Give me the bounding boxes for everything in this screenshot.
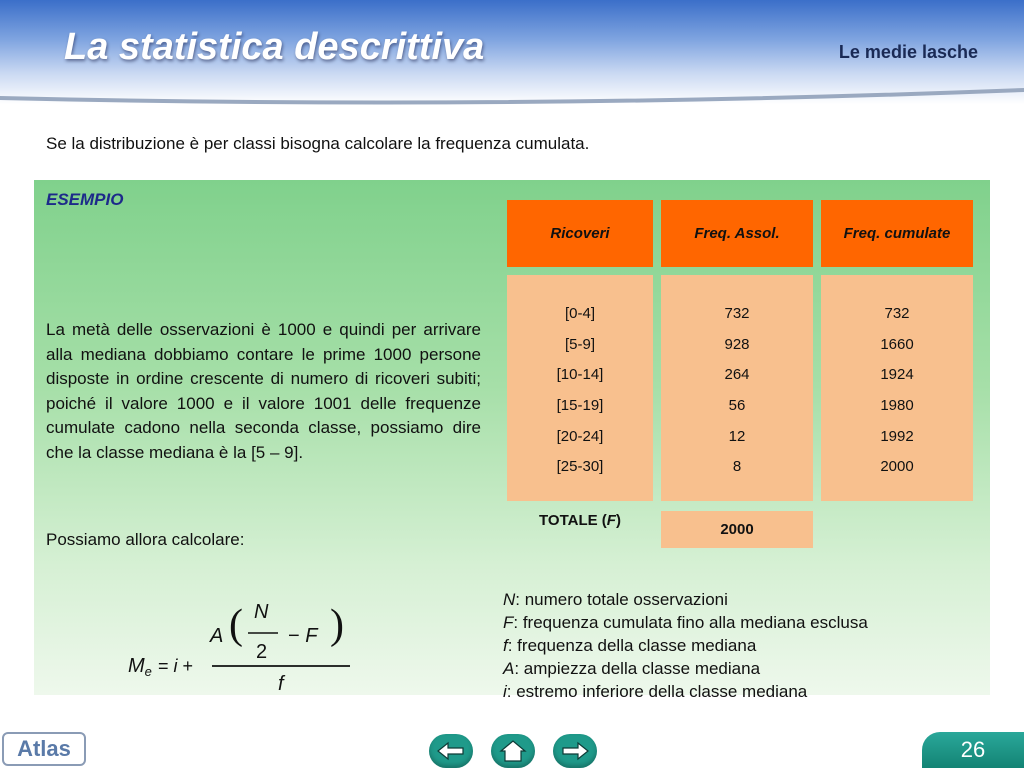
legend-text: : ampiezza della classe mediana bbox=[514, 659, 761, 678]
forward-arrow-icon bbox=[560, 741, 590, 761]
formula-eq: = i + bbox=[158, 656, 194, 676]
table-header-freq-cumulate: Freq. cumulate bbox=[821, 200, 973, 267]
legend-text: : frequenza della classe mediana bbox=[507, 636, 757, 655]
formula-sub-e: e bbox=[144, 664, 152, 679]
formula-n: N bbox=[254, 601, 269, 623]
example-label: ESEMPIO bbox=[46, 190, 124, 209]
page-number: 26 bbox=[960, 737, 986, 762]
legend-item bbox=[503, 657, 868, 680]
table-header-freq-assol: Freq. Assol. bbox=[661, 200, 813, 267]
formula-legend bbox=[503, 588, 868, 703]
page-number-badge bbox=[922, 732, 1024, 768]
formula-f: f bbox=[278, 673, 284, 695]
table-column-classes bbox=[507, 275, 653, 501]
legend-item bbox=[503, 611, 868, 634]
table-cell: 2000 bbox=[880, 458, 914, 476]
table-cell: 56 bbox=[728, 397, 746, 415]
section-title: Le medie lasche bbox=[838, 42, 978, 62]
formula-a: A bbox=[210, 625, 224, 647]
total-label-close: ) bbox=[615, 512, 621, 529]
atlas-logo bbox=[2, 732, 86, 766]
table-cell: 732 bbox=[724, 305, 750, 322]
legend-text: : numero totale osservazioni bbox=[515, 590, 728, 609]
table-cell: 12 bbox=[728, 427, 746, 445]
legend-symbol: F bbox=[503, 613, 514, 632]
atlas-logo-text: Atlas bbox=[17, 736, 71, 761]
legend-item bbox=[503, 588, 868, 611]
total-label-text: TOTALE ( bbox=[539, 512, 607, 529]
legend-item bbox=[503, 634, 868, 657]
table-cell: 1924 bbox=[880, 366, 914, 384]
header-swoosh bbox=[0, 78, 1024, 108]
formula-two: 2 bbox=[256, 641, 268, 663]
table-cell: [15-19] bbox=[556, 397, 604, 415]
intro-text: Se la distribuzione è per classi bisogna calcolare la frequenza cumulata. bbox=[46, 134, 590, 153]
legend-text: : frequenza cumulata fino alla mediana esclusa bbox=[513, 613, 868, 632]
legend-item bbox=[503, 680, 868, 703]
table-cell: 1992 bbox=[880, 427, 914, 445]
table-cell: 264 bbox=[724, 366, 750, 384]
example-paragraph: La metà delle osservazioni è 1000 e quindi per arrivare alla mediana dobbiamo contare le prime 1000 persone disposte in ordine crescente di numero di ricoveri subiti; poiché il valore 1000 e il valore 1001 delle frequenze cumulate cadono nella seconda classe, possiamo dire che la classe mediana è la [5 – 9]. bbox=[46, 320, 481, 462]
back-button[interactable] bbox=[429, 734, 473, 768]
table-cell: 1660 bbox=[880, 335, 914, 353]
table-cell: 8 bbox=[732, 458, 742, 476]
table-cell: 1980 bbox=[880, 397, 914, 415]
legend-symbol: A bbox=[503, 659, 515, 678]
table-cell: [25-30] bbox=[556, 458, 604, 476]
total-label bbox=[507, 512, 653, 529]
formula-rparen: ) bbox=[330, 602, 344, 648]
table-column-freq-assol bbox=[661, 275, 813, 501]
table-cell: 732 bbox=[884, 305, 910, 322]
total-value: 2000 bbox=[661, 511, 813, 548]
legend-symbol: N bbox=[503, 590, 516, 609]
median-formula bbox=[120, 595, 370, 705]
legend-text: : estremo inferiore della classe mediana bbox=[506, 682, 808, 701]
home-icon bbox=[498, 739, 528, 763]
legend-symbol: f bbox=[503, 636, 508, 655]
table-cell: [20-24] bbox=[556, 427, 604, 445]
table-cell: [5-9] bbox=[564, 335, 595, 353]
table-cell: 928 bbox=[724, 335, 750, 353]
table-cell: [10-14] bbox=[556, 366, 604, 384]
formula-lhs bbox=[128, 655, 152, 679]
home-button[interactable] bbox=[491, 734, 535, 768]
header-banner bbox=[0, 0, 1024, 104]
formula-minus-f: − F bbox=[288, 625, 318, 647]
back-arrow-icon bbox=[436, 741, 466, 761]
total-label-var: F bbox=[606, 512, 616, 529]
page-title: La statistica descrittiva bbox=[64, 26, 485, 68]
table-header-ricoveri: Ricoveri bbox=[507, 200, 653, 267]
forward-button[interactable] bbox=[553, 734, 597, 768]
calc-label: Possiamo allora calcolare: bbox=[46, 530, 245, 549]
legend-symbol: i bbox=[503, 682, 507, 701]
table-cell: [0-4] bbox=[564, 305, 595, 322]
formula-m: M bbox=[128, 655, 145, 677]
formula-lparen: ( bbox=[229, 602, 243, 648]
table-column-freq-cumulate bbox=[821, 275, 973, 501]
